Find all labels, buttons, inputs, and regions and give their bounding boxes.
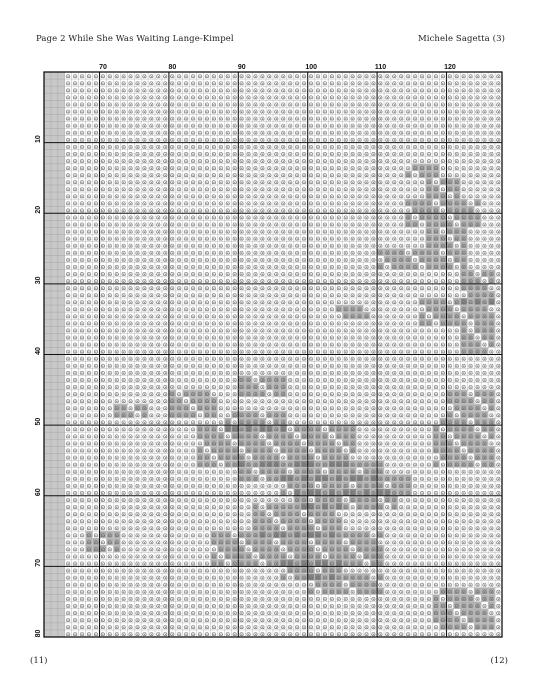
chart-grid <box>44 72 502 637</box>
page-header-title: Page 2 While She Was Waiting Lange-Kimpel <box>36 34 234 44</box>
row-label: 80 <box>35 629 42 638</box>
column-label: 90 <box>237 64 246 71</box>
page-number-right: (12) <box>490 656 508 666</box>
column-label: 100 <box>305 64 318 71</box>
row-label: 30 <box>35 276 42 285</box>
row-label: 40 <box>35 347 42 355</box>
column-label: 70 <box>99 64 107 71</box>
page-header-author: Michele Sagetta (3) <box>417 34 505 44</box>
column-label: 120 <box>444 64 456 71</box>
row-label: 60 <box>35 488 42 497</box>
column-labels <box>99 64 456 71</box>
column-label: 110 <box>374 64 387 71</box>
row-label: 50 <box>35 417 42 426</box>
page-number-left: (11) <box>30 656 48 666</box>
column-label: 80 <box>168 64 177 71</box>
row-label: 10 <box>35 135 42 143</box>
row-label: 70 <box>35 558 42 567</box>
row-label: 20 <box>35 205 42 214</box>
row-labels <box>35 135 42 637</box>
